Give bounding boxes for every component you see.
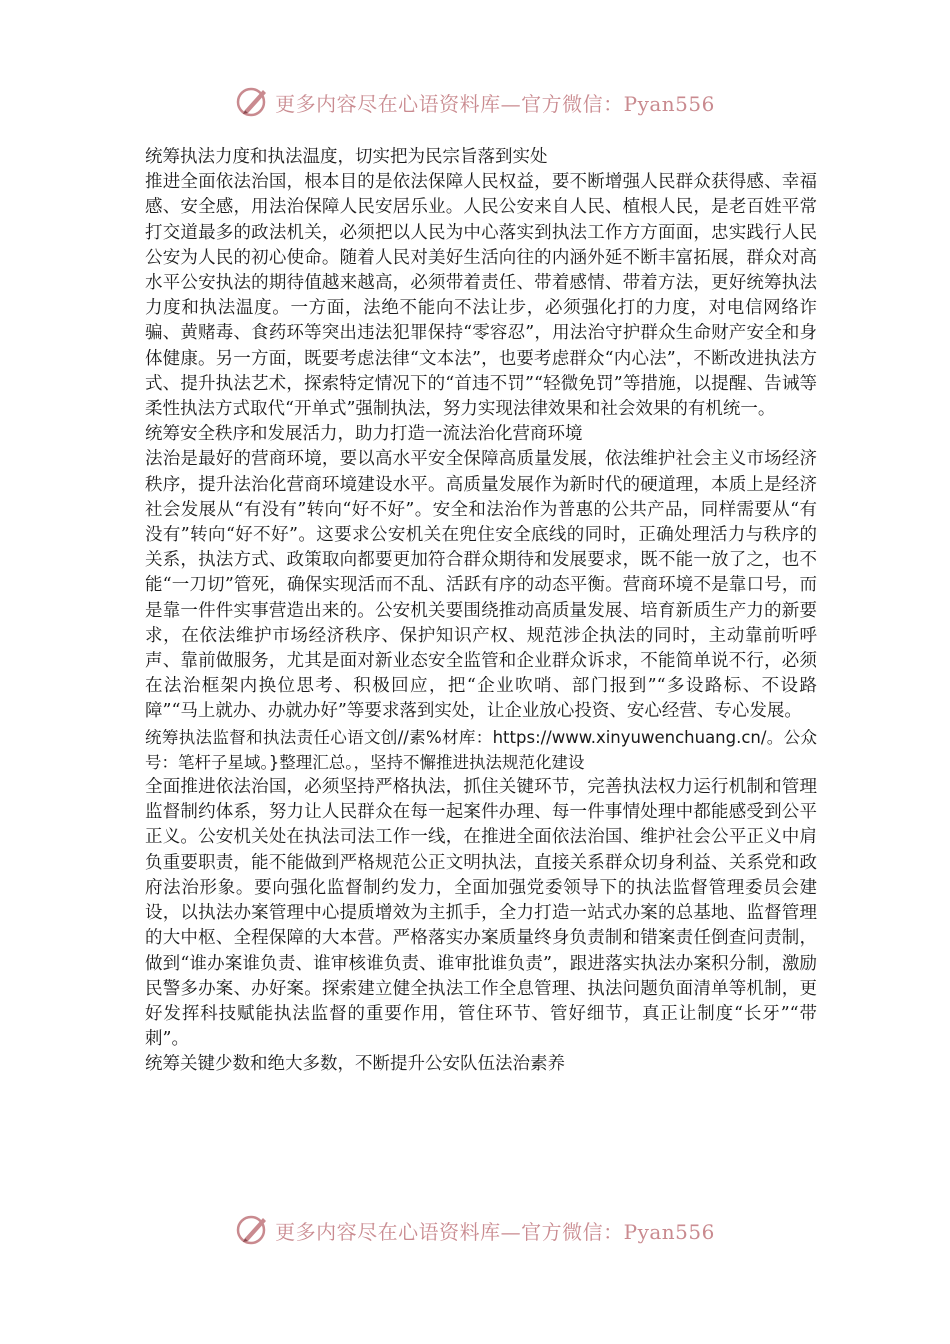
banner-text: 更多内容尽在心语资料库—官方微信：Pyan556 [275,1219,715,1244]
footer-banner [0,1208,950,1252]
banner-text: 更多内容尽在心语资料库—官方微信：Pyan556 [275,91,715,116]
paragraph-2: 法治是最好的营商环境，要以高水平安全保障高质量发展，依法维护社会主义市场经济秩序，提升法治化营商环境建设水平。高质量发展作为新时代的硬道理，本质上是经济社会发展从“有没有”转向“好不好”。安全和法治作为普惠的公共产品，同样需要从“有没有”转向“好不好”。这要求公安机关在兜住安全底线的同时，正确处理活力与秩序的关系，执法方式、政策取向都要更加符合群众期待和发展要求，既不能一放了之，也不能“一刀切”管死，确保实现活而不乱、活跃有序的动态平衡。营商环境不是靠口号，而是靠一件件实事营造出来的。公安机关要围绕推动高质量发展、培育新质生产力的新要求，在依法维护市场经济秩序、保护知识产权、规范涉企执法的同时，主动靠前听呼声、靠前做服务，尤其是面对新业态安全监管和企业群众诉求，不能简单说不行，必须在法治框架内换位思考、积极回应，把“企业吹哨、部门报到”“多设路标、不设路障”“马上就办、办就办好”等要求落到实处，让企业放心投资、安心经营、专心发展。 [145,449,817,722]
article-body [145,145,817,1078]
section-heading-3: 统筹执法监督和执法责任心语文创//素%材库：https://www.xinyuwenchuang.cn/。公众号：笔杆子星域。}整理汇总。，坚持不懈推进执法规范化建设 [145,727,817,772]
section-heading-1: 统筹执法力度和执法温度，切实把为民宗旨落到实处 [145,147,548,167]
pen-logo-icon [235,1212,271,1248]
pen-logo-icon [235,84,271,120]
section-heading-2: 统筹安全秩序和发展活力，助力打造一流法治化营商环境 [145,424,583,445]
header-banner [0,80,950,124]
paragraph-3: 全面推进依法治国，必须坚持严格执法，抓住关键环节，完善执法权力运行机制和管理监督制约体系，努力让人民群众在每一起案件办理、每一件事情处理中都能感受到公平正义。公安机关处在执法司法工作一线，在推进全面依法治国、维护社会公平正义中肩负重要职责，能不能做到严格规范公正文明执法，直接关系群众切身利益、关系党和政府法治形象。要向强化监督制约发力，全面加强党委领导下的执法监督管理委员会建设，以执法办案管理中心提质增效为主抓手，全力打造一站式办案的总基地、监督管理的大中枢、全程保障的大本营。严格落实办案质量终身负责制和错案责任倒查问责制，做到“谁办案谁负责、谁审核谁负责、谁审批谁负责”，跟进落实执法办案积分制，激励民警多办案、办好案。探索建立健全执法工作全息管理、执法问题负面清单等机制，更好发挥科技赋能执法监督的重要作用，管住环节、管好细节，真正让制度“长牙”“带刺”。 [145,777,817,1050]
section-heading-4: 统筹关键少数和绝大多数，不断提升公安队伍法治素养 [145,1054,565,1075]
paragraph-1: 推进全面依法治国，根本目的是依法保障人民权益，要不断增强人民群众获得感、幸福感、安全感，用法治保障人民安居乐业。人民公安来自人民、植根人民，是老百姓平常打交道最多的政法机关，必须把以人民为中心落实到执法工作方方面面，忠实践行人民公安为人民的初心使命。随着人民对美好生活向往的内涵外延不断丰富拓展，群众对高水平公安执法的期待值越来越高，必须带着责任、带着感情、带着方法，更好统筹执法力度和执法温度。一方面，法绝不能向不法让步，必须强化打的力度，对电信网络诈骗、黄赌毒、食药环等突出违法犯罪保持“零容忍”，用法治守护群众生命财产安全和身体健康。另一方面，既要考虑法律“文本法”，也要考虑群众“内心法”，不断改进执法方式、提升执法艺术，探索特定情况下的“首违不罚”“轻微免罚”等措施，以提醒、告诫等柔性执法方式取代“开单式”强制执法，努力实现法律效果和社会效果的有机统一。 [145,172,817,420]
